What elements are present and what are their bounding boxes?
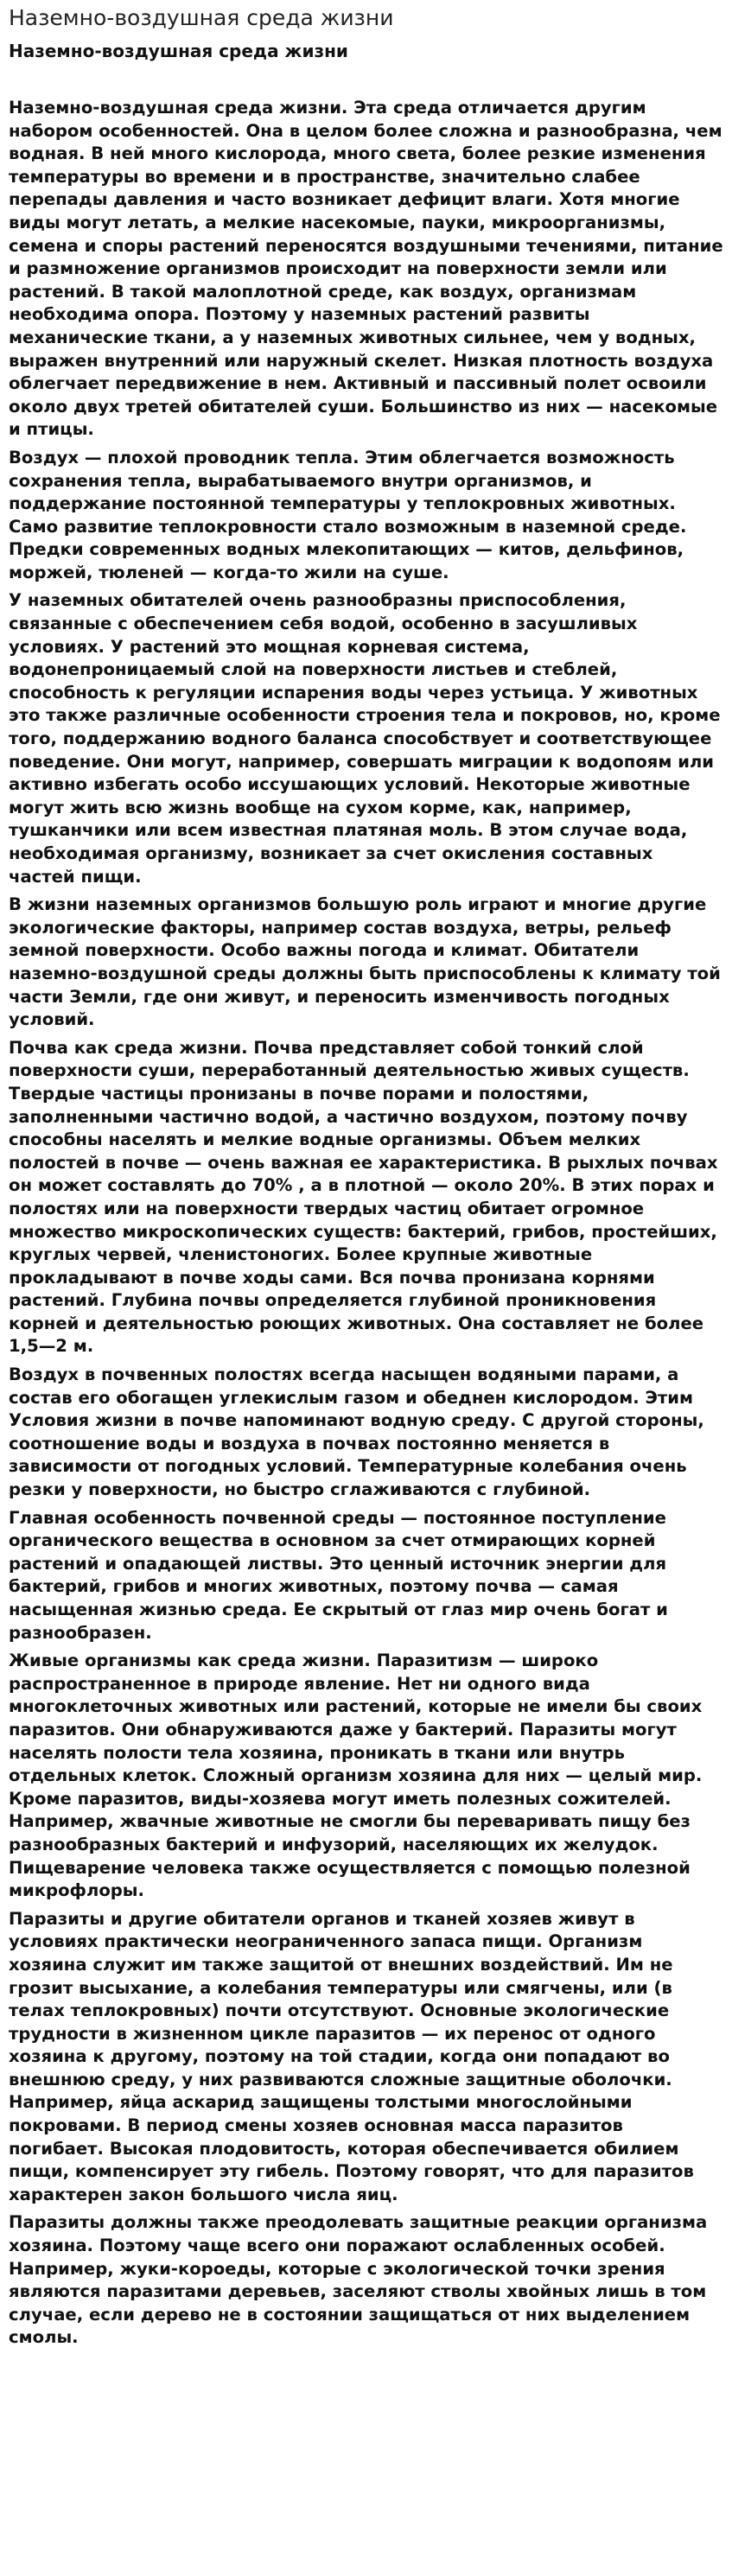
article-heading: Наземно-воздушная среда жизни <box>9 41 348 61</box>
article-body <box>9 97 723 2350</box>
paragraph-ecological-factors: В жизни наземных организмов большую роль играют и многие другие экологические факторы, например состав воздуха, ветры, рельеф земной поверхности. Особо важны погода и климат. Обитатели наземно-воздушной среды должны быть приспособлены к климату той части Земли, где они живут, и переносить изменчивость погодных условий. <box>9 894 721 1030</box>
paragraph-land-air-environment: Наземно-воздушная среда жизни. Эта среда отличается другим набором особенностей. Она в целом более сложна и разнообразна, чем водная. В ней много кислорода, много света, более резкие изменения температуры во времени и в пространстве, значительно слабее перепады давления и часто возникает дефицит влаги. Хотя многие виды могут летать, а мелкие насекомые, пауки, микроорганизмы, семена и споры растений переносятся воздушными течениями, питание и размножение организмов происходит на поверхности земли или растений. В такой малоплотной среде, как воздух, организмам необходима опора. Поэтому у наземных растений развиты механические ткани, а у наземных животных сильнее, чем у водных, выражен внутренний или наружный скелет. Низкая плотность воздуха облегчает передвижение в нем. Активный и пассивный полет освоили около двух третей обитателей суши. Большинство из них — насекомые и птицы. <box>9 98 723 440</box>
page-title: Наземно-воздушная среда жизни <box>9 5 394 30</box>
paragraph-soil-environment: Почва как среда жизни. Почва представляет собой тонкий слой поверхности суши, переработанный деятельностью живых существ. Твердые частицы пронизаны в почве порами и полостями, заполненными частично водой, а частично воздухом, поэтому почву способны населять и мелкие водные организмы. Объем мелких полостей в почве — очень важная ее характеристика. В рыхлых почвах он может составлять до 70% , а в плотной — около 20%. В этих порах и полостях или на поверхности твердых частиц обитает огромное множество микроскопических существ: бактерий, грибов, простейших, круглых червей, членистоногих. Более крупные животные прокладывают в почве ходы сами. Вся почва пронизана корнями растений. Глубина почвы определяется глубиной проникновения корней и деятельностью роющих животных. Она составляет не более 1,5—2 м. <box>9 1037 718 1357</box>
paragraph-soil-air: Воздух в почвенных полостях всегда насыщен водяными парами, а состав его обогащен углекислым газом и обеднен кислородом. Этим Условия жизни в почве напоминают водную среду. С другой стороны, соотношение воды и воздуха в почвах постоянно меняется в зависимости от погодных условий. Температурные колебания очень резки у поверхности, но быстро сглаживаются с глубиной. <box>9 1364 704 1500</box>
paragraph-organisms-as-environment: Живые организмы как среда жизни. Паразитизм — широко распространенное в природе явление. Нет ни одного вида многоклеточных животных или растений, которые не имели бы своих паразитов. Они обнаруживаются даже у бактерий. Паразиты могут населять полости тела хозяина, проникать в ткани или внутрь отдельных клеток. Сложный организм хозяина для них — целый мир. Кроме паразитов, виды-хозяева могут иметь полезных сожителей. Например, жвачные животные не смогли бы переваривать пищу без разнообразных бактерий и инфузорий, населяющих их желудок. Пищеварение человека также осуществляется с помощью полезной микрофлоры. <box>9 1651 703 1901</box>
paragraph-parasite-conditions: Паразиты и другие обитатели органов и тканей хозяев живут в условиях практически неограниченного запаса пищи. Организм хозяина служит им также защитой от внешних воздействий. Им не грозит высыхание, а колебания температуры или смягчены, или (в телах теплокровных) почти отсутствуют. Основные экологические трудности в жизненном цикле паразитов — их перенос от одного хозяина к другому, поэтому на той стадии, когда они попадают во внешнюю среду, у них развиваются сложные защитные оболочки. Например, яйца аскарид защищены толстыми многослойными покровами. В период смены хозяев основная масса паразитов погибает. Высокая плодовитость, которая обеспечивается обилием пищи, компенсирует эту гибель. Поэтому говорят, что для паразитов характерен закон большого числа яиц. <box>9 1908 694 2204</box>
paragraph-air-heat-conduction: Воздух — плохой проводник тепла. Этим облегчается возможность сохранения тепла, вырабатываемого внутри организмов, и поддержание постоянной температуры у теплокровных животных. Само развитие теплокровности стало возможным в наземной среде. Предки современных водных млекопитающих — китов, дельфинов, моржей, тюленей — когда-то жили на суше. <box>9 447 687 582</box>
paragraph-soil-organic-matter: Главная особенность почвенной среды — постоянное поступление органического вещества в основном за счет отмирающих корней растений и опадающей листвы. Это ценный источник энергии для бактерий, грибов и многих животных, поэтому почва — самая насыщенная жизнью среда. Ее скрытый от глаз мир очень богат и разнообразен. <box>9 1507 668 1643</box>
paragraph-water-adaptations: У наземных обитателей очень разнообразны приспособления, связанные с обеспечением себя водой, особенно в засушливых условиях. У растений это мощная корневая система, водонепроницаемый слой на поверхности листьев и стеблей, способность к регуляции испарения воды через устьица. У животных это также различные особенности строения тела и покровов, но, кроме того, поддержанию водного баланса способствует и соответствующее поведение. Они могут, например, совершать миграции к водопоям или активно избегать особо иссушающих условий. Некоторые животные могут жить всю жизнь вообще на сухом корме, как, например, тушканчики или всем известная платяная моль. В этом случае вода, необходимая организму, возникает за счет окисления составных частей пищи. <box>9 590 721 887</box>
paragraph-host-defense: Паразиты должны также преодолевать защитные реакции организма хозяина. Поэтому чаще всего они поражают ослабленных особей. Например, жуки-короеды, которые с экологической точки зрения являются паразитами деревьев, заселяют стволы хвойных лишь в том случае, если дерево не в состоянии защищаться от них выделением смолы. <box>9 2212 708 2348</box>
